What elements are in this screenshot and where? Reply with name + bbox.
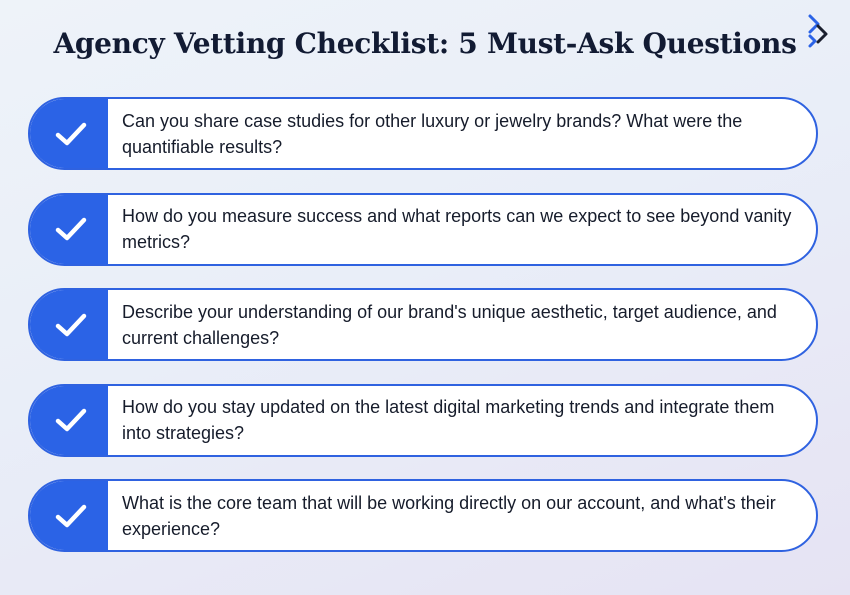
checklist-item — [28, 384, 818, 457]
checklist-item — [28, 479, 818, 552]
question-text: Describe your understanding of our brand's unique aesthetic, target audience, and current challenges? — [122, 301, 777, 348]
question-text: How do you measure success and what reports can we expect to see beyond vanity metrics? — [122, 206, 792, 252]
page-title: Agency Vetting Checklist: 5 Must-Ask Questions — [53, 27, 797, 60]
checklist-item — [28, 97, 818, 170]
checkmark-icon — [30, 99, 108, 168]
question-text: How do you stay updated on the latest digital marketing trends and integrate them into strategies? — [122, 397, 775, 443]
checkmark-icon — [30, 290, 108, 359]
question-text: What is the core team that will be working directly on our account, and what's their experience? — [122, 492, 776, 539]
checkmark-icon — [30, 481, 108, 550]
checkmark-icon — [30, 386, 108, 455]
checklist-item — [28, 288, 818, 361]
brand-logo-icon — [804, 12, 832, 52]
checkmark-icon — [30, 195, 108, 264]
checklist — [28, 97, 818, 575]
checklist-item — [28, 193, 818, 266]
question-text: Can you share case studies for other luxury or jewelry brands? What were the quantifiable results? — [122, 110, 743, 157]
